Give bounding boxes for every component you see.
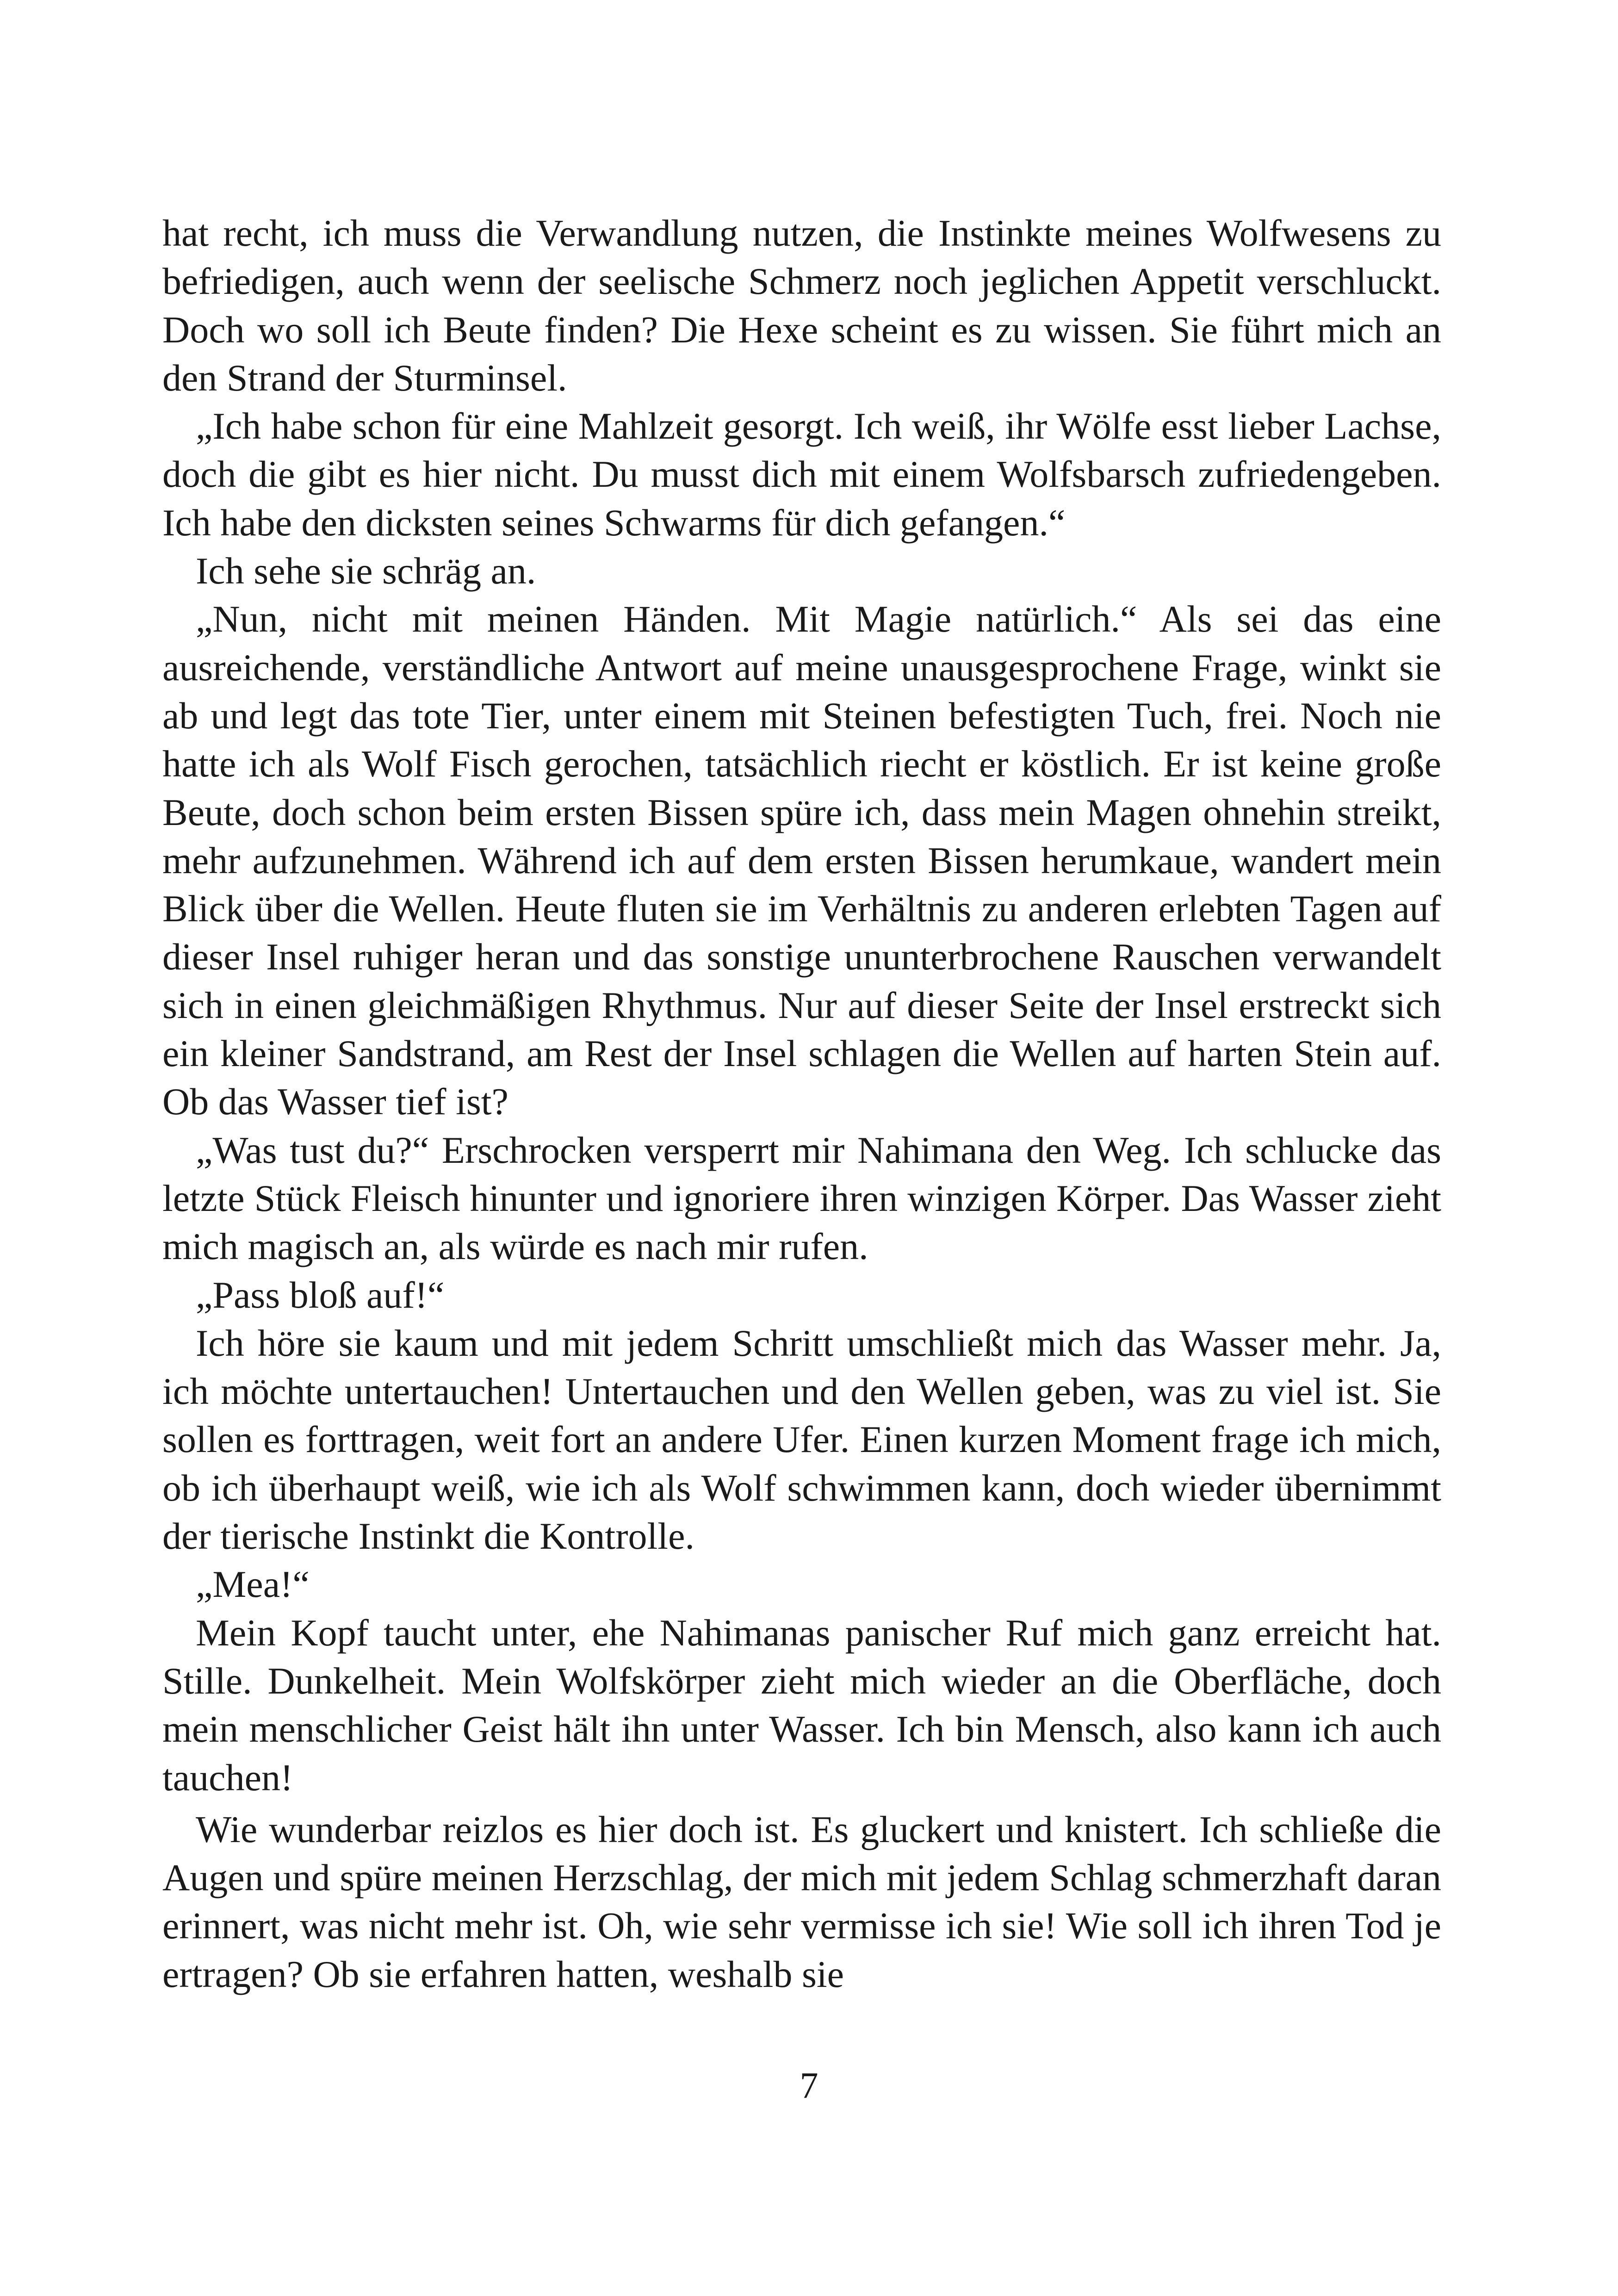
paragraph-9: Mein Kopf taucht unter, ehe Nahimanas panischer Ruf mich ganz erreicht hat. Stille. Dunkelheit. Mein Wolfskörper zieht mich wieder an die Oberfläche, doch mein menschlicher Geist hält ihn unter Wasser. Ich bin Mensch, also kann ich auch tauchen! bbox=[162, 1611, 1441, 1799]
paragraph-10: Wie wunderbar reizlos es hier doch ist. Es gluckert und knistert. Ich schließe die Augen und spüre meinen Herzschlag, der mich mit jedem Schlag schmerzhaft daran erinnert, was nicht mehr ist. Oh, wie sehr vermisse ich sie! Wie soll ich ihren Tod je ertragen? Ob sie erfahren hatten, weshalb sie bbox=[162, 1808, 1441, 1995]
paragraph-5: „Was tust du?“ Erschrocken versperrt mir Nahimana den Weg. Ich schlucke das letzte Stück Fleisch hinunter und ignoriere ihren winzigen Körper. Das Wasser zieht mich magisch an, als würde es nach mir rufen. bbox=[162, 1129, 1441, 1268]
page-number: 7 bbox=[800, 2066, 818, 2106]
paragraph-7: Ich höre sie kaum und mit jedem Schritt umschließt mich das Wasser mehr. Ja, ich möchte untertauchen! Untertauchen und den Wellen geben, was zu viel ist. Sie sollen es forttragen, weit fort an andere Ufer. Einen kurzen Moment frage ich mich, ob ich überhaupt weiß, wie ich als Wolf schwimmen kann, doch wieder übernimmt der tierische Instinkt die Kontrolle. bbox=[162, 1322, 1441, 1558]
paragraph-6: „Pass bloß auf!“ bbox=[196, 1273, 445, 1316]
body-text bbox=[162, 209, 1441, 1998]
paragraph-8: „Mea!“ bbox=[196, 1563, 310, 1606]
paragraph-3: Ich sehe sie schräg an. bbox=[196, 550, 536, 592]
paragraph-4: „Nun, nicht mit meinen Händen. Mit Magie natürlich.“ Als sei das eine ausreichende, verständliche Antwort auf meine unausgesprochene Frage, winkt sie ab und legt das tote Tier, unter einem mit Steinen befestigten Tuch, frei. Noch nie hatte ich als Wolf Fisch gerochen, tatsächlich riecht er köstlich. Er ist keine große Beute, doch schon beim ersten Bissen spüre ich, dass mein Magen ohnehin streikt, mehr aufzunehmen. Während ich auf dem ersten Bissen herumkaue, wandert mein Blick über die Wellen. Heute fluten sie im Verhältnis zu anderen erlebten Tagen auf dieser Insel ruhiger heran und das sonstige ununterbrochene Rauschen verwandelt sich in einen gleichmäßigen Rhythmus. Nur auf dieser Seite der Insel erstreckt sich ein kleiner Sandstrand, am Rest der Insel schlagen die Wellen auf harten Stein auf. Ob das Wasser tief ist? bbox=[162, 598, 1441, 1123]
paragraph-1: hat recht, ich muss die Verwandlung nutzen, die Instinkte meines Wolfwesens zu befriedigen, auch wenn der seelische Schmerz noch jeglichen Appetit verschluckt. Doch wo soll ich Beute finden? Die Hexe scheint es zu wissen. Sie führt mich an den Strand der Sturminsel. bbox=[162, 212, 1441, 399]
paragraph-2: „Ich habe schon für eine Mahlzeit gesorgt. Ich weiß, ihr Wölfe esst lieber Lachse, doch die gibt es hier nicht. Du musst dich mit einem Wolfsbarsch zufriedengeben. Ich habe den dicksten seines Schwarms für dich gefangen.“ bbox=[162, 405, 1441, 544]
